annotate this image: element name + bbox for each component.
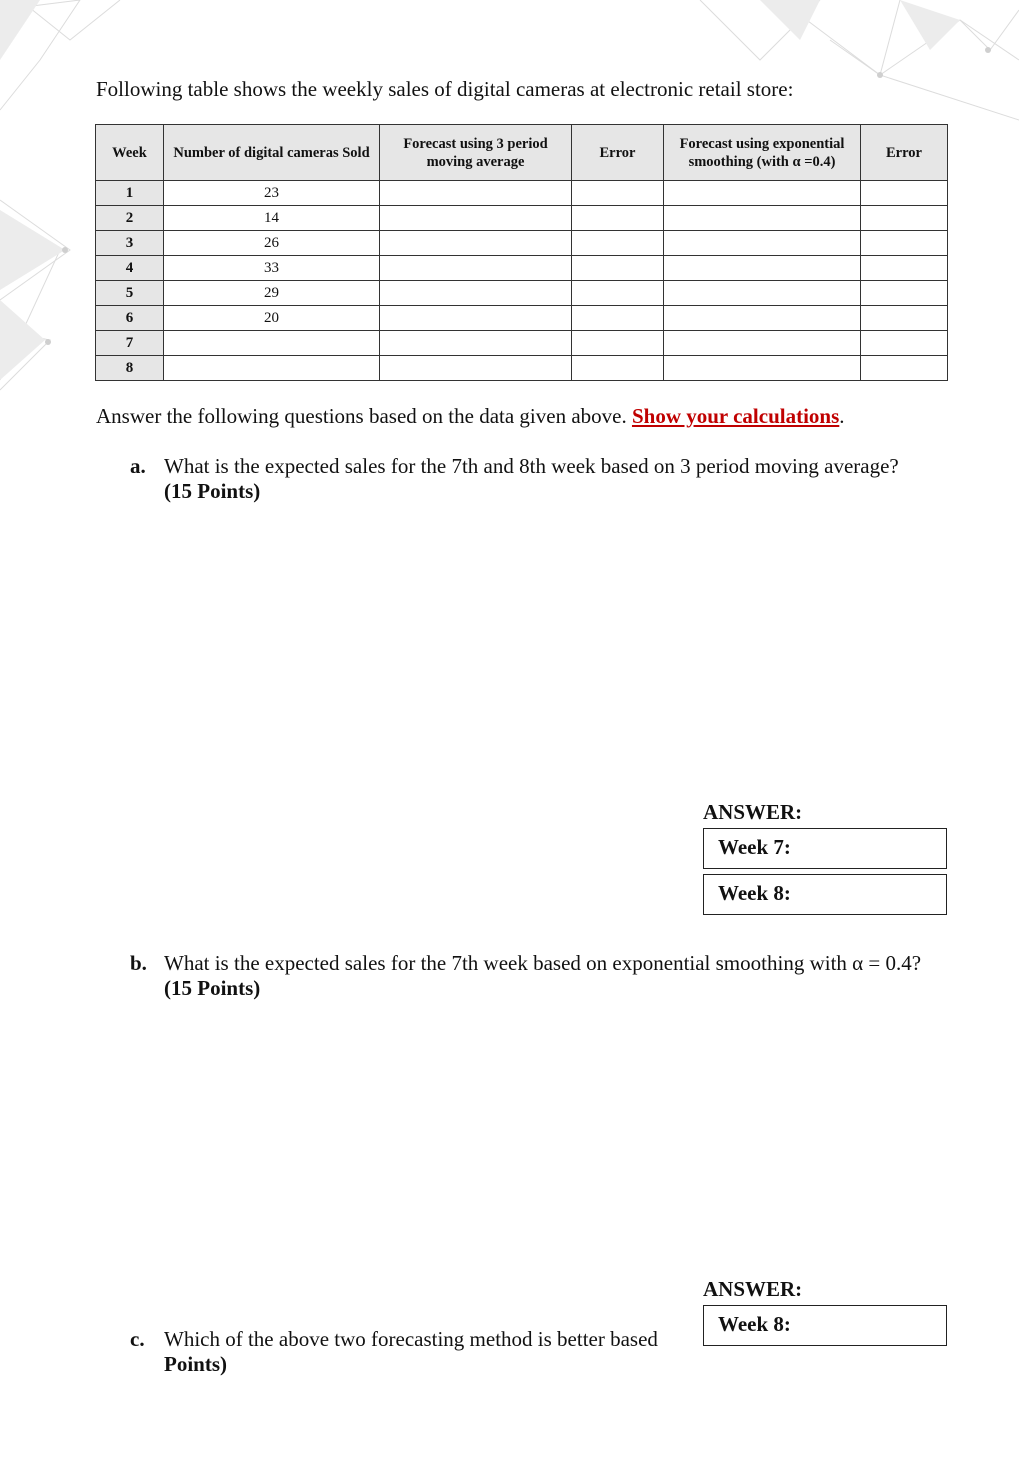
header-moving-average: Forecast using 3 period moving average (380, 125, 572, 181)
question-b-text: What is the expected sales for the 7th week based on exponential smoothing with α = 0.4? (164, 951, 922, 975)
table-row (96, 256, 948, 281)
es-cell (664, 281, 861, 306)
error-cell (572, 306, 664, 331)
header-sold: Number of digital cameras Sold (164, 125, 380, 181)
answer-a-week8-box[interactable] (703, 874, 947, 915)
ma-cell (380, 256, 572, 281)
error-cell (861, 306, 948, 331)
error-cell (572, 331, 664, 356)
error-cell (861, 281, 948, 306)
sold-cell: 23 (164, 181, 380, 206)
error-cell (861, 206, 948, 231)
answer-a-week7-box[interactable] (703, 828, 947, 869)
sold-cell (164, 356, 380, 381)
error-cell (572, 181, 664, 206)
error-cell (861, 356, 948, 381)
question-a-points: (15 Points) (164, 479, 261, 503)
error-cell (861, 256, 948, 281)
answer-b-week8-box[interactable] (703, 1305, 947, 1346)
question-c-text: Which of the above two forecasting method is better based (164, 1327, 658, 1351)
question-b-points: (15 Points) (164, 976, 261, 1000)
sales-table (95, 124, 948, 381)
question-b (130, 951, 960, 1003)
sold-cell: 20 (164, 306, 380, 331)
es-cell (664, 181, 861, 206)
ma-cell (380, 206, 572, 231)
header-error-es: Error (861, 125, 948, 181)
ma-cell (380, 356, 572, 381)
table-row (96, 356, 948, 381)
es-cell (664, 331, 861, 356)
ma-cell (380, 306, 572, 331)
error-cell (572, 356, 664, 381)
es-cell (664, 256, 861, 281)
instructions-lead: Answer the following questions based on the data given above. (96, 404, 632, 428)
sold-cell: 29 (164, 281, 380, 306)
week-cell: 4 (96, 256, 164, 281)
ma-cell (380, 281, 572, 306)
intro-text: Following table shows the weekly sales of digital cameras at electronic retail store: (96, 77, 794, 101)
es-cell (664, 206, 861, 231)
question-a-label: a. (130, 454, 146, 478)
header-error-ma: Error (572, 125, 664, 181)
table-row (96, 281, 948, 306)
es-cell (664, 306, 861, 331)
instructions (96, 404, 845, 429)
question-c-label: c. (130, 1327, 145, 1351)
table-row (96, 331, 948, 356)
answer-a-title: ANSWER: (703, 800, 803, 824)
table-row (96, 231, 948, 256)
ma-cell (380, 231, 572, 256)
show-calculations-emphasis: Show your calculations (631, 404, 840, 428)
question-c-points: Points) (164, 1352, 227, 1376)
error-cell (861, 181, 948, 206)
sold-cell: 14 (164, 206, 380, 231)
header-week: Week (96, 125, 164, 181)
header-exp-smoothing: Forecast using exponential smoothing (with α =0.4) (664, 125, 861, 181)
question-a (130, 454, 960, 506)
answer-a-week7-label: Week 7: (718, 835, 791, 859)
error-cell (861, 331, 948, 356)
ma-cell (380, 331, 572, 356)
instructions-tail: . (839, 404, 845, 428)
week-cell: 7 (96, 331, 164, 356)
week-cell: 1 (96, 181, 164, 206)
ma-cell (380, 181, 572, 206)
table-row (96, 206, 948, 231)
es-cell (664, 231, 861, 256)
error-cell (572, 256, 664, 281)
question-b-label: b. (130, 951, 147, 975)
week-cell: 6 (96, 306, 164, 331)
error-cell (572, 206, 664, 231)
sold-cell (164, 331, 380, 356)
week-cell: 5 (96, 281, 164, 306)
error-cell (861, 231, 948, 256)
question-a-text: What is the expected sales for the 7th and 8th week based on 3 period moving average? (164, 454, 899, 478)
error-cell (572, 281, 664, 306)
week-cell: 2 (96, 206, 164, 231)
table-header-row (96, 125, 948, 181)
error-cell (572, 231, 664, 256)
week-cell: 3 (96, 231, 164, 256)
table-row (96, 181, 948, 206)
answer-a-week8-label: Week 8: (718, 881, 791, 905)
table-row (96, 306, 948, 331)
es-cell (664, 356, 861, 381)
answer-b-title: ANSWER: (703, 1277, 803, 1301)
answer-b-week8-label: Week 8: (718, 1312, 791, 1336)
week-cell: 8 (96, 356, 164, 381)
sold-cell: 26 (164, 231, 380, 256)
sold-cell: 33 (164, 256, 380, 281)
